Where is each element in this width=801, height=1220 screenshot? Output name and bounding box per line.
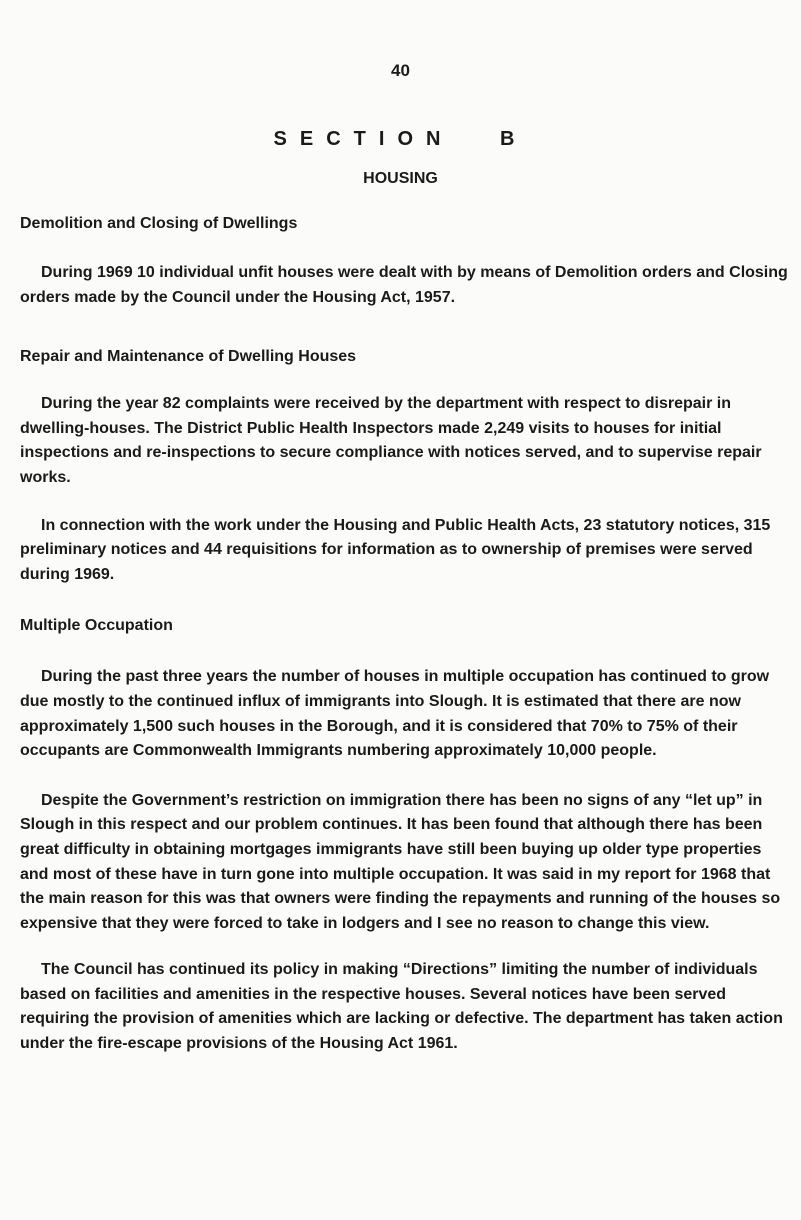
paragraph-demolition: During 1969 10 individual unfit houses were dealt with by means of Demolition orders and Closing orders made by the Council under the Housing Act, 1957. bbox=[20, 264, 788, 306]
paragraph-repair-notices: In connection with the work under the Housing and Public Health Acts, 23 statutory notices, 315 preliminary notices and 44 requisitions for information as to ownership of premises were served during 1969. bbox=[20, 516, 771, 583]
page-number: 40 bbox=[391, 61, 410, 80]
heading-multiple-occupation: Multiple Occupation bbox=[20, 617, 173, 635]
heading-repair: Repair and Maintenance of Dwelling Houses bbox=[20, 348, 357, 366]
section-title: SECTION B bbox=[273, 128, 528, 150]
paragraph-multiple-directions: The Council has continued its policy in making “Directions” limiting the number of individuals based on facilities and amenities in the respective houses. Several notices have been served requiring the provision of amenities which are lacking or defective. The department has taken action under the fire-escape provisions of the Housing Act 1961. bbox=[20, 961, 783, 1053]
paragraph-repair-complaints: During the year 82 complaints were received by the department with respect to disrepair in dwelling-houses. The District Public Health Inspectors made 2,249 visits to houses for initial inspections and re-inspections to secure compliance with notices served, and to supervise repair works. bbox=[20, 395, 762, 486]
heading-demolition: Demolition and Closing of Dwellings bbox=[20, 215, 298, 232]
paragraph-multiple-growth: During the past three years the number of houses in multiple occupation has continued to grow due mostly to the continued influx of immigrants into Slough. It is estimated that there are now approximately 1,500 such houses in the Borough, and it is considered that 70% to 75% of their occupants are Commonwealth Immigrants numbering approximately 10,000 people. bbox=[20, 668, 770, 760]
paragraph-multiple-restriction: Despite the Government’s restriction on immigration there has been no signs of any “let up” in Slough in this respect and our problem continues. It has been found that although there has been great difficulty in obtaining mortgages immigrants have still been buying up older type properties and most of these have in turn gone into multiple occupation. It was said in my report for 1968 that the main reason for this was that owners were finding the repayments and running of the houses so expensive that they were forced to take in lodgers and I see no reason to change this view. bbox=[20, 791, 781, 932]
section-subtitle: HOUSING bbox=[363, 170, 438, 187]
document-body bbox=[20, 212, 790, 1057]
